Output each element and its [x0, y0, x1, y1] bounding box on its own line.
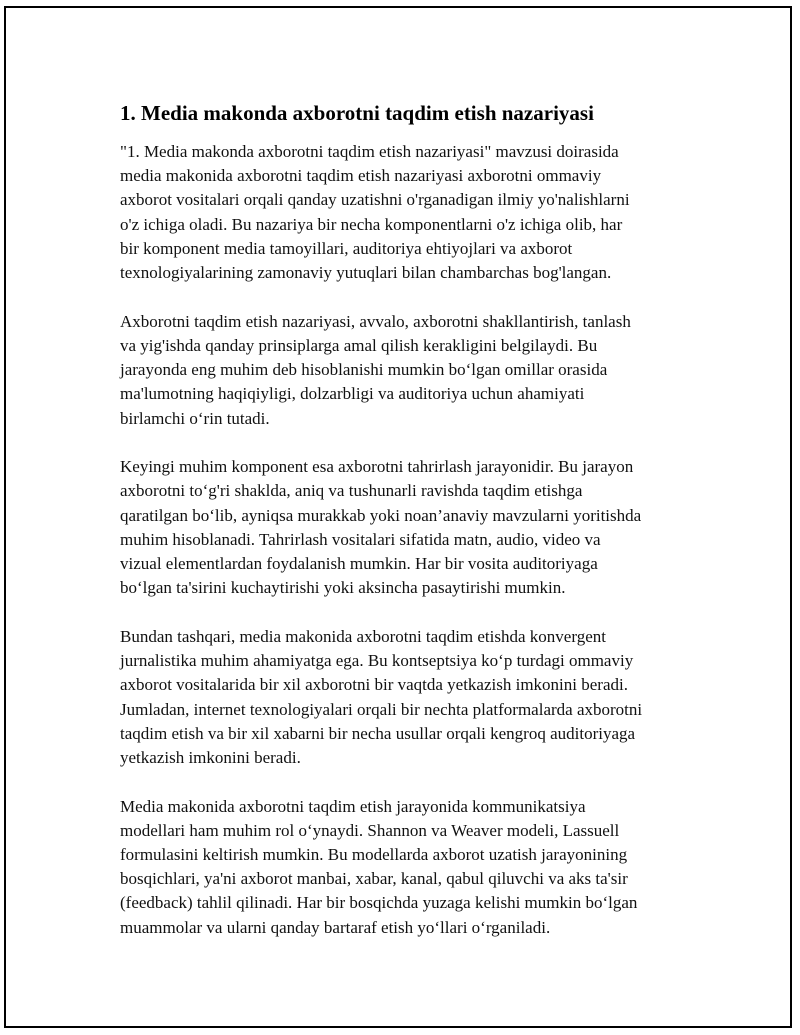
paragraph-4	[120, 625, 700, 770]
paragraph-line: birlamchi o‘rin tutadi.	[120, 408, 270, 428]
paragraph-line: media makonida axborotni taqdim etish nazariyasi axborotni ommaviy	[120, 166, 602, 186]
paragraph-1	[120, 140, 700, 285]
paragraph-line: (feedback) tahlil qilinadi. Har bir bosqichda yuzaga kelishi mumkin bo‘lgan	[120, 893, 638, 913]
paragraph-line: qaratilgan bo‘lib, ayniqsa murakkab yoki noan’anaviy mavzularni yoritishda	[120, 505, 642, 525]
paragraph-line: va yig'ishda qanday prinsiplarga amal qilish kerakligini belgilaydi. Bu	[120, 335, 598, 355]
paragraph-line: modellari ham muhim rol o‘ynaydi. Shannon va Weaver modeli, Lassuell	[120, 820, 620, 840]
paragraph-line: muhim hisoblanadi. Tahrirlash vositalari sifatida matn, audio, video va	[120, 529, 601, 549]
paragraph-line: o'z ichiga oladi. Bu nazariya bir necha komponentlarni o'z ichiga olib, har	[120, 214, 623, 234]
document-body	[120, 100, 700, 964]
paragraph-line: Axborotni taqdim etish nazariyasi, avvalo, axborotni shakllantirish, tanlash	[120, 311, 631, 331]
paragraph-line: taqdim etish va bir xil xabarni bir necha usullar orqali kengroq auditoriyaga	[120, 723, 636, 743]
paragraph-line: Keyingi muhim komponent esa axborotni tahrirlash jarayonidir. Bu jarayon	[120, 457, 634, 477]
paragraph-line: "1. Media makonda axborotni taqdim etish nazariyasi" mavzusi doirasida	[120, 142, 619, 161]
paragraph-line: Jumladan, internet texnologiyalari orqali bir nechta platformalarda axborotni	[120, 699, 643, 719]
paragraph-line: jurnalistika muhim ahamiyatga ega. Bu kontseptsiya ko‘p turdagi ommaviy	[120, 651, 634, 671]
paragraph-line: jarayonda eng muhim deb hisoblanishi mumkin bo‘lgan omillar orasida	[120, 360, 608, 380]
paragraph-2	[120, 310, 700, 431]
paragraph-line: Bundan tashqari, media makonida axborotni taqdim etishda konvergent	[120, 626, 606, 646]
paragraph-line: muammolar va ularni qanday bartaraf etish yo‘llari o‘rganiladi.	[120, 917, 551, 937]
paragraph-line: axborot vositalari orqali qanday uzatishni o'rganadigan ilmiy yo'nalishlarni	[120, 190, 630, 210]
paragraph-3	[120, 455, 700, 600]
paragraph-line: axborotni to‘g'ri shaklda, aniq va tushunarli ravishda taqdim etishga	[120, 481, 583, 501]
page-frame	[4, 6, 792, 1028]
paragraph-line: vizual elementlardan foydalanish mumkin. Har bir vosita auditoriyaga	[120, 554, 598, 574]
paragraph-line: Media makonida axborotni taqdim etish jarayonida kommunikatsiya	[120, 796, 586, 816]
document-title: 1. Media makonda axborotni taqdim etish nazariyasi	[120, 101, 594, 125]
paragraph-line: bo‘lgan ta'sirini kuchaytirishi yoki aksincha pasaytirishi mumkin.	[120, 578, 566, 598]
paragraph-line: formulasini keltirish mumkin. Bu modellarda axborot uzatish jarayonining	[120, 845, 628, 865]
paragraph-line: yetkazish imkonini beradi.	[120, 747, 301, 767]
paragraph-5	[120, 795, 700, 940]
paragraph-line: axborot vositalarida bir xil axborotni bir vaqtda yetkazish imkonini beradi.	[120, 675, 628, 695]
paragraph-line: texnologiyalarining zamonaviy yutuqlari bilan chambarchas bog'langan.	[120, 263, 612, 283]
paragraph-line: bosqichlari, ya'ni axborot manbai, xabar, kanal, qabul qiluvchi va aks ta'sir	[120, 869, 628, 889]
paragraph-line: bir komponent media tamoyillari, auditoriya ehtiyojlari va axborot	[120, 238, 573, 258]
paragraph-line: ma'lumotning haqiqiyligi, dolzarbligi va auditoriya uchun ahamiyati	[120, 384, 585, 404]
